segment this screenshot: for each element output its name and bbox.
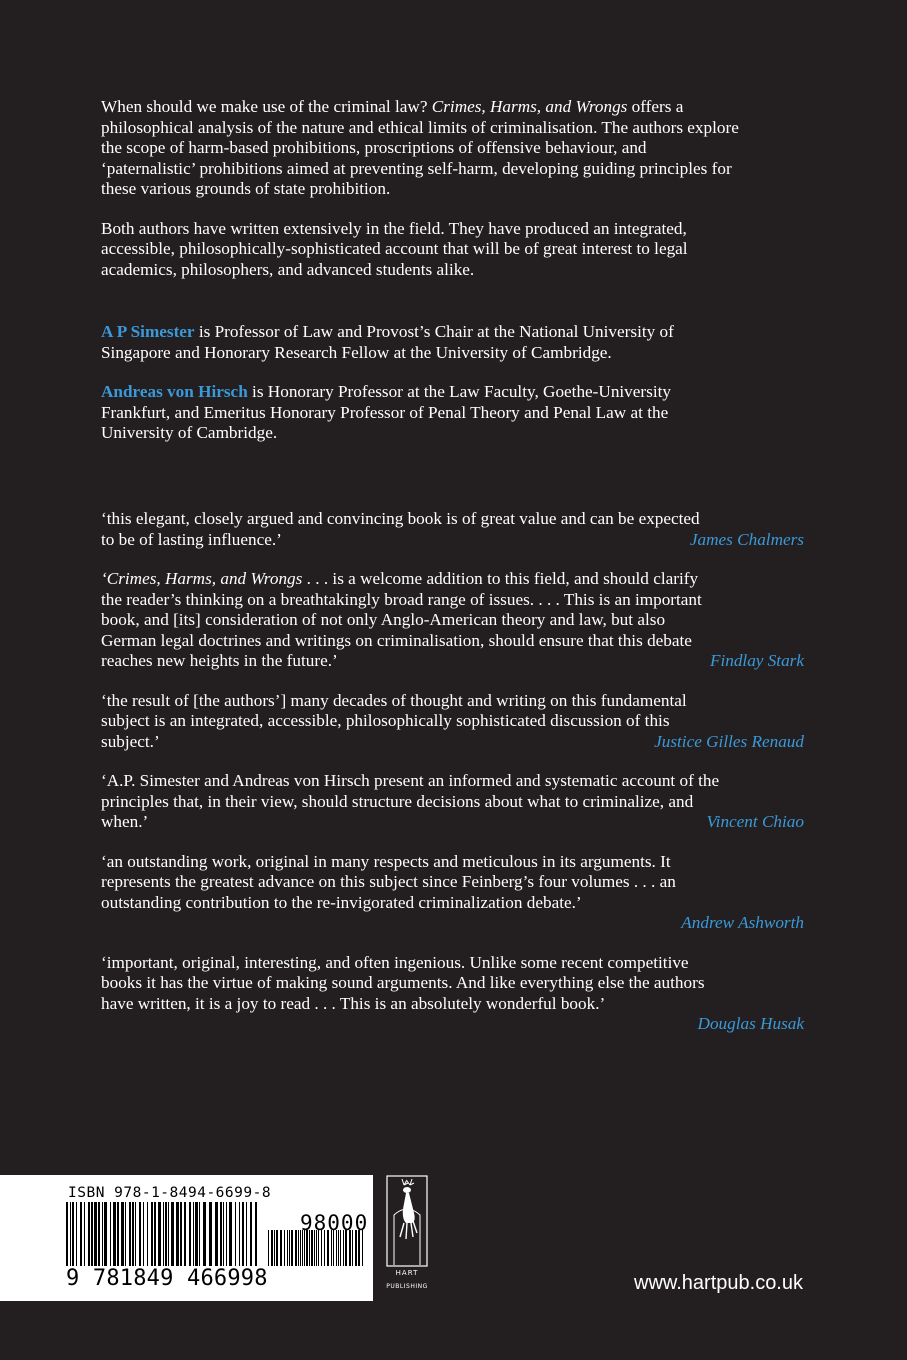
review-quote: ‘this elegant, closely argued and convincing book is of great value and can be expected to be of lasting influence.’ James Chalmers — [101, 509, 804, 549]
review-quote: ‘an outstanding work, original in many respects and meticulous in its arguments. It represents the greatest advance on this subject since Feinberg’s four volumes . . . an outstanding contribution to the re-invigorated criminalization debate.’ Andrew Ashworth — [101, 851, 804, 932]
book-blurb — [101, 97, 741, 299]
barcode-bar — [132, 1202, 134, 1266]
barcode-bar — [268, 1230, 269, 1266]
barcode-bar — [147, 1202, 148, 1266]
blurb-paragraph-2: Both authors have written extensively in the field. They have produced an integrated, accessible, philosophically-sophisticated account that will be of great interest to legal academics, philosophers, and advanced students alike. — [101, 218, 688, 279]
barcode-bar — [242, 1202, 244, 1266]
barcode-bar — [333, 1230, 334, 1266]
barcode-bar — [199, 1202, 200, 1266]
barcode-bar — [117, 1202, 119, 1266]
review-quotes — [101, 509, 804, 1054]
barcode-bar — [163, 1202, 164, 1266]
barcode-bar — [229, 1202, 232, 1266]
barcode-bar — [338, 1230, 339, 1266]
barcode-bar — [336, 1230, 337, 1266]
barcode-bar — [298, 1230, 299, 1266]
barcode-bar — [203, 1202, 206, 1266]
price-code: 98000 — [300, 1211, 369, 1235]
barcode-bar — [235, 1202, 236, 1266]
publisher-subtitle: PUBLISHING — [386, 1283, 428, 1290]
barcode-bar — [189, 1202, 191, 1266]
barcode-bar — [274, 1230, 275, 1266]
barcode-bar — [362, 1230, 363, 1266]
barcode-bar — [246, 1202, 247, 1266]
author-name: A P Simester — [101, 322, 195, 341]
review-quote: ‘the result of [the authors’] many decades of thought and writing on this fundamental subject is an integrated, accessible, philosophically sophisticated discussion of this subject.’ Justice Gilles Renaud — [101, 690, 804, 751]
barcode-bar — [316, 1230, 317, 1266]
barcode-bar — [215, 1202, 218, 1266]
review-source: Douglas Husak — [697, 1014, 804, 1033]
barcode-bar — [304, 1230, 305, 1266]
author-bios — [101, 322, 741, 463]
barcode-bar — [321, 1230, 322, 1266]
barcode-bar — [314, 1230, 315, 1266]
barcode-bar — [70, 1202, 71, 1266]
barcode-bar — [135, 1202, 136, 1266]
review-source: Vincent Chiao — [706, 812, 804, 831]
barcode-bar — [343, 1230, 344, 1266]
barcode-bar — [102, 1202, 103, 1266]
barcode-bar — [121, 1202, 124, 1266]
barcode-bar — [239, 1202, 240, 1266]
barcode-bar — [113, 1202, 116, 1266]
barcode-bar — [165, 1202, 167, 1266]
barcode-bar — [94, 1202, 97, 1266]
barcode-bar — [176, 1202, 179, 1266]
barcode-bar — [289, 1230, 290, 1266]
barcode-bar — [180, 1202, 182, 1266]
barcode-bar — [340, 1230, 341, 1266]
barcode-bar — [129, 1202, 131, 1266]
barcode-bar — [223, 1202, 224, 1266]
barcode-bar — [125, 1202, 126, 1266]
blurb-paragraph-1: When should we make use of the criminal law? Crimes, Harms, and Wrongs offers a philosophical analysis of the nature and ethical limits of criminalisation. The authors explore the scope of harm-based prohibitions, proscriptions of offensive behaviour, and ‘paternalistic’ prohibitions aimed at preventing self-harm, developing guiding principles for these various grounds of state prohibition. — [101, 97, 739, 198]
barcode-bar — [331, 1230, 332, 1266]
barcode-bar — [168, 1202, 169, 1266]
author-bio: Andreas von Hirsch is Honorary Professor at the Law Faculty, Goethe-University Frankfurt, and Emeritus Honorary Professor of Penal Theory and Penal Law at the University of Cambridge. — [101, 382, 671, 442]
barcode-bar — [345, 1230, 347, 1266]
barcode-bar — [143, 1202, 144, 1266]
review-quote: ‘important, original, interesting, and often ingenious. Unlike some recent competitive books it has the virtue of making sound arguments. And like everything else the authors have written, it is a joy to read . . . This is an absolutely wonderful book.’ Douglas Husak — [101, 952, 804, 1033]
barcode-bar — [352, 1230, 353, 1266]
barcode-bar — [84, 1202, 85, 1266]
publisher-name: HART — [395, 1269, 419, 1277]
barcode-bar — [302, 1230, 303, 1266]
review-source: James Chalmers — [689, 529, 804, 549]
publisher-url[interactable]: www.hartpub.co.uk — [634, 1272, 803, 1294]
barcode-bar — [151, 1202, 153, 1266]
barcode-bar — [255, 1202, 257, 1266]
barcode-bar — [327, 1230, 329, 1266]
author-name: Andreas von Hirsch — [101, 382, 248, 401]
barcode-bar — [287, 1230, 288, 1266]
barcode-bar — [311, 1230, 313, 1266]
barcode-bar — [309, 1230, 310, 1266]
barcode-bar — [291, 1230, 293, 1266]
barcode-bar — [226, 1202, 227, 1266]
barcode-bar — [98, 1202, 100, 1266]
barcode-bar — [324, 1230, 325, 1266]
review-source: Andrew Ashworth — [681, 913, 804, 932]
barcode-bar — [76, 1202, 77, 1266]
barcode-bar — [209, 1202, 212, 1266]
barcode-bar — [295, 1230, 297, 1266]
barcode-bar — [280, 1230, 282, 1266]
barcode-bar — [349, 1230, 351, 1266]
author-bio: A P Simester is Professor of Law and Provost’s Chair at the National University of Singapore and Honorary Research Fellow at the University of Cambridge. — [101, 322, 674, 362]
book-title: Crimes, Harms, and Wrongs — [431, 97, 628, 116]
barcode-bar — [104, 1202, 107, 1266]
barcode-bar — [195, 1202, 198, 1266]
barcode-bar — [250, 1202, 252, 1266]
barcode-bar — [193, 1202, 194, 1266]
barcode-bar — [154, 1202, 156, 1266]
barcode-bar — [271, 1230, 273, 1266]
review-quote: ‘A.P. Simester and Andreas von Hirsch present an informed and systematic account of the principles that, in their view, should structure decisions about what to criminalize, and when.’ Vincent Chiao — [101, 771, 804, 831]
barcode-bar — [220, 1202, 222, 1266]
barcode-bar — [284, 1230, 285, 1266]
barcode-bar — [318, 1230, 319, 1266]
barcode-bar — [300, 1230, 301, 1266]
barcode-bar — [80, 1202, 82, 1266]
ean-digits: 9 781849 466998 — [66, 1266, 268, 1291]
isbn-label: ISBN 978-1-8494-6699-8 — [68, 1185, 272, 1201]
review-source: Justice Gilles Renaud — [654, 731, 804, 751]
barcode-bar — [66, 1202, 68, 1266]
review-source: Findlay Stark — [709, 651, 804, 670]
hart-deer-logo-icon — [386, 1175, 428, 1267]
barcode-bar — [276, 1230, 278, 1266]
barcode-bar — [139, 1202, 141, 1266]
barcode-bar — [110, 1202, 111, 1266]
review-quote: ‘Crimes, Harms, and Wrongs . . . is a welcome addition to this field, and should clarify the reader’s thinking on a breathtakingly broad range of issues. . . . This is an important book, and [its] consideration of not only Anglo-American theory and law, but also German legal doctrines and writings on criminalisation, should ensure that this debate reaches new heights in the future.’ Findlay Stark — [101, 569, 804, 670]
barcode-bar — [184, 1202, 186, 1266]
barcode-bar — [72, 1202, 74, 1266]
barcode-bar — [171, 1202, 174, 1266]
barcode-bar — [88, 1202, 90, 1266]
barcode-bar — [306, 1230, 308, 1266]
barcode-bar — [158, 1202, 161, 1266]
barcode-bar — [91, 1202, 93, 1266]
barcode-bar — [358, 1230, 360, 1266]
barcode-bar — [355, 1230, 357, 1266]
